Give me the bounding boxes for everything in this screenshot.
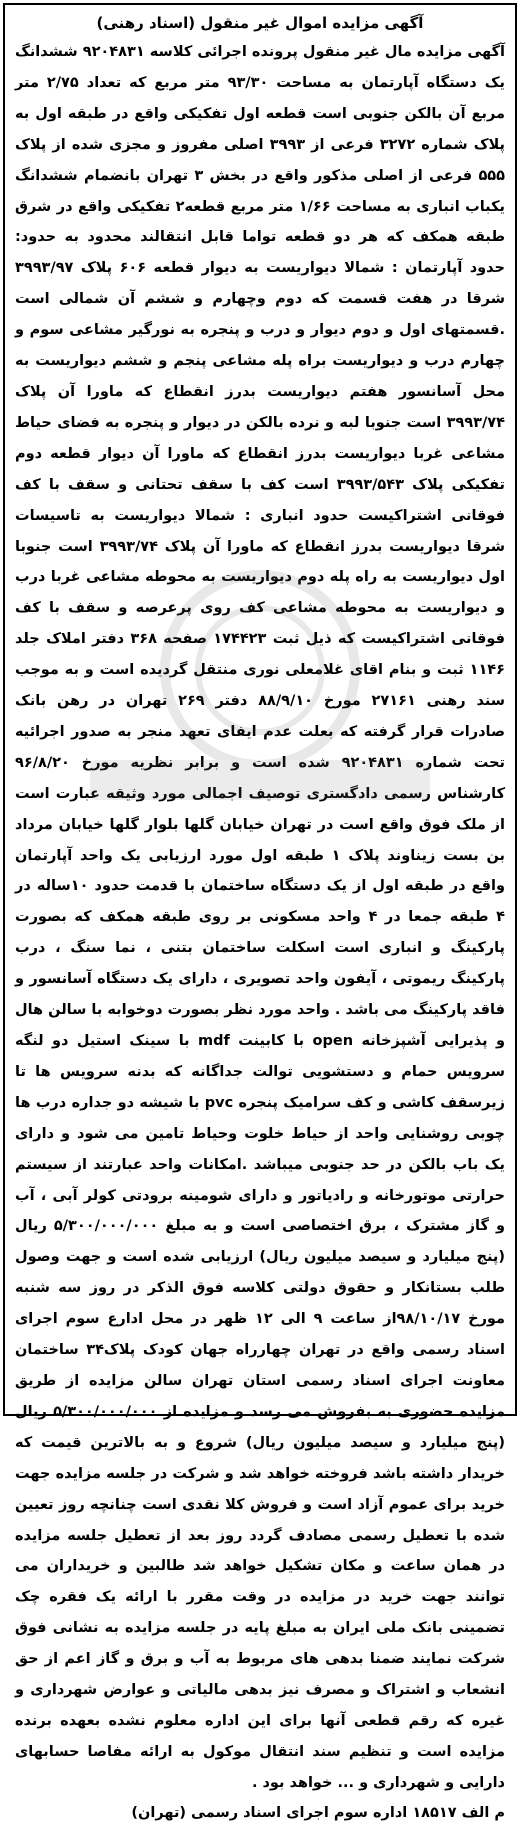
notice-body: آگهی مزایده مال غیر منقول پرونده اجرائی کلاسه ۹۲۰۴۸۳۱ ششدانگ یک دستگاه آپارتمان به مساحت ۹۳/۳۰ متر مربع که تعداد ۲/۷۵ متر مربع آن بالکن جنوبی است قطعه اول تفکیکی واقع در طبقه اول به پلاک شماره ۳۲۷۲ فرعی از ۳۹۹۳ اصلی مفروز و مجزی شده از پلاک ۵۵۵ فرعی از اصلی مذکور واقع در بخش ۳ تهران بانضمام ششدانگ یکباب انباری به مساحت ۱/۶۶ متر مربع قطعه۲ تفکیکی واقع در شرق طبقه همکف که هر دو قطعه تواما قابل انتقالند محدود به حدود: حدود آپارتمان : شمالا دیواریست به دیوار قطعه ۶۰۶ پلاک ۳۹۹۳/۹۷ شرقا در هفت قسمت که دوم وچهارم و ششم آن شمالی است .قسمتهای اول و دوم دیوار و درب و پنجره به نورگیر مشاعی سوم و چهارم درب و دیواریست براه پله مشاعی پنجم و ششم دیواریست به محل آسانسور هفتم دیواریست بدرز انقطاع که ماورا آن پلاک ۳۹۹۳/۷۴ است جنوبا لبه و نرده بالکن در دیوار و پنجره به فضای حیاط مشاعی غربا دیواریست بدرز انقطاع که ماورا آن دیوار قطعه دوم تفکیکی پلاک ۳۹۹۳/۵۴۳ است کف با سقف تحتانی و سقف با کف فوقانی اشتراکیست حدود انباری : شمالا دیواریست به تاسیسات شرقا دیواریست بدرز انقطاع که ماورا آن پلاک ۳۹۹۳/۷۴ است جنوبا اول دیواریست به راه پله دوم دیواریست به محوطه مشاعی غربا درب و دیواریست به محوطه مشاعی کف روی پرعرصه و سقف با کف فوقانی اشتراکیست که ذیل ثبت ۱۷۴۴۲۳ صفحه ۳۶۸ دفتر املاک جلد ۱۱۴۶ ثبت و بنام اقای غلامعلی نوری منتقل گردیده است و به موجب سند رهنی ۲۷۱۶۱ مورخ ۸۸/۹/۱۰ دفتر ۲۶۹ تهران در رهن بانک صادرات قرار گرفته که بعلت عدم ایفای تعهد منجر به صدور اجرائیه تحت شماره ۹۲۰۴۸۳۱ شده است و برابر نظریه مورخ ۹۶/۸/۲۰ کارشناس رسمی دادگستری توصیف اجمالی مورد وثیقه عبارت است از ملک فوق واقع است در تهران خیابان گلها بلوار گلها خیابان مرداد بن بست زیناوند پلاک ۱ طبقه اول مورد ارزیابی یک واحد آپارتمان واقع در طبقه اول از یک دستگاه ساختمان با قدمت حدود ۱۰ساله در ۴ طبقه جمعا در ۴ واحد مسکونی بر روی طبقه همکف که بصورت پارکینگ و انباری است اسکلت ساختمان بتنی ، نما سنگ ، درب پارکینگ ریموتی ، آیفون واحد تصویری ، دارای یک دستگاه آسانسور و فاقد پارکینگ می باشد . واحد مورد نظر بصورت دوخوابه با سالن هال و پذیرایی آشپزخانه open با کابینت mdf با سینک استیل دو لنگه سرویس حمام و دستشویی توالت جداگانه که بدنه سرویس ها تا زیرسقف کاشی و کف سرامیک پنجره pvc با شیشه دو جداره درب ها چوبی روشنایی واحد از حیاط خلوت وحیاط تامین می شود و دارای یک باب بالکن در حد جنوبی میباشد .امکانات واحد عبارتند از سیستم حرارتی موتورخانه و رادیاتور و دارای شومینه برودتی کولر آبی ، آب و گاز مشترک ، برق اختصاصی است و به مبلغ ۵/۳۰۰/۰۰۰/۰۰۰ ریال (پنج میلیارد و سیصد میلیون ریال) ارزیابی شده است و جهت وصول طلب بستانکار و حقوق دولتی کلاسه فوق الذکر در روز سه شنبه مورخ ۹۸/۱۰/۱۷از ساعت ۹ الی ۱۲ ظهر در محل ادارع سوم اجرای اسناد رسمی واقع در تهران چهارراه جهان کودک پلاک۳۴ ساختمان معاونت اجرای اسناد رسمی استان تهران سالن مزایده از طریق مزایده حضوری به بفروش می رسد و مزایده از ۵/۳۰۰/۰۰۰/۰۰۰ ریال (پنج میلیارد و سیصد میلیون ریال) شروع و به بالاترین قیمت که خریدار داشته باشد فروخته خواهد شد و شرکت در جلسه مزایده جهت خرید برای عموم آزاد است و فروش کلا نقدی است چنانچه روز تعیین شده با تعطیل رسمی مصادف گردد روز بعد از تعطیل جلسه مزایده در همان ساعت و مکان تشکیل خواهد شد طالبین و خریداران می توانند جهت خرید در مزایده در وقت مقرر با ارائه یک فقره چک تضمینی بانک ملی ایران به مبلغ پایه در جلسه مزایده به نشانی فوق شرکت نمایند ضمنا بدهی های مربوط به آب و برق و گاز اعم از حق انشعاب و اشتراک و مصرف نیز بدهی مالیاتی و عوارض شهرداری و غیره که رقم قطعی آنها برای این اداره معلوم نشده بعهده برنده مزایده است و تنظیم سند انتقال موکول به ارائه مفاصا حسابهای دارایی و شهرداری و ... خواهد بود . bbox=[15, 44, 506, 1791]
notice-footer: م الف ۱۸۵۱۷ اداره سوم اجرای اسناد رسمی (تهران) bbox=[131, 1804, 505, 1821]
auction-notice bbox=[3, 3, 517, 1821]
notice-title: آگهی مزایده اموال غیر منقول (اسناد رهنی) bbox=[96, 14, 424, 32]
